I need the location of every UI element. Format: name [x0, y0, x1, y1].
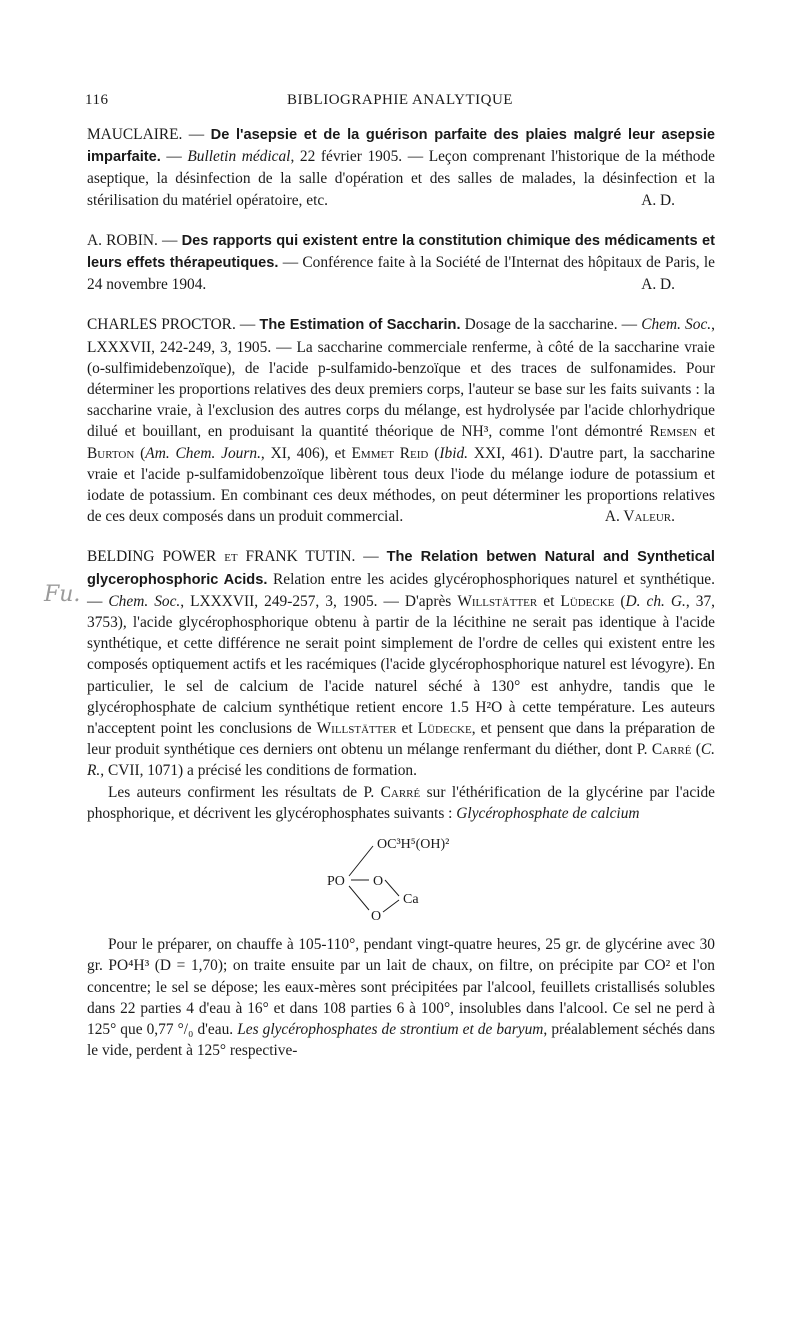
formula-phosphoryl: PO [327, 874, 345, 890]
entry-signature: A. D. [641, 191, 675, 209]
entry-signature: A. Valeur. [604, 508, 675, 526]
compound-name: Glycérophosphate de calcium [456, 804, 640, 822]
cited-author: Lüdecke [417, 720, 472, 738]
formula-oxygen: O [371, 909, 382, 925]
entry-paragraph: Pour le préparer, on chauffe à 105-110°, pendant vingt-quatre heures, 25 gr. de glycérine avec 30 gr. PO⁴H³ (D = 1,70); on traite ensuite par un lait de chaux, on filtre, on précipite par CO² et l'on concentre; le sel se dépose; les eaux-mères sont précipitées par l'alcool, feuillets cristallisés solubles dans 22 parties 4 d'eau à 16° et dans 108 parties 6 à 100°, insolubles dans l'alcool. Ce sel ne perd à 125° que 0,77 °/₀ d'eau. Les glycérophosphates de strontium et de baryum, préalablement séchés dans le vide, perdent à 125° respective- [87, 936, 715, 1060]
journal-name: Bulletin médical [187, 148, 291, 166]
entry-author: A. ROBIN. [87, 231, 158, 249]
entry-signature: A. D. [641, 276, 675, 294]
cited-author: Carré [380, 783, 421, 801]
margin-annotation: Fu. [44, 582, 81, 607]
cited-author: Remsen [649, 423, 698, 441]
entry-title: The Relation betwen Natural and Synthetical glycerophosphoric Acids. [87, 549, 715, 588]
entry-title: The Estimation of Saccharin. [259, 317, 461, 334]
journal-name: C. R. [87, 741, 715, 780]
journal-name: Chem. Soc. [108, 592, 181, 610]
entry-paragraph: Les auteurs confirment les résultats de P. Carré sur l'éthérification de la glycérine par l'acide phosphorique, et décrivent les glycérophosphates suivants : Glycérophosphate de calcium [87, 783, 716, 822]
journal-name: D. ch. G. [625, 592, 686, 610]
bibliography-entry [87, 124, 715, 211]
formula-bond [349, 886, 369, 910]
bibliography-entry [87, 546, 715, 1061]
bibliography-entry [87, 314, 715, 527]
entry-paragraph: A. ROBIN. — Des rapports qui existent entre la constitution chimique des médicaments et leurs effets thérapeutiques. — Conférence faite à la Société de l'Internat des hôpitaux de Paris, le 24 novembre 1904. A. D. [87, 230, 715, 296]
cited-author: Willstätter [316, 720, 397, 738]
page-header [85, 92, 715, 114]
page-number: 116 [85, 92, 109, 108]
journal-name: Chem. Soc. [641, 316, 712, 334]
formula-bond [349, 846, 373, 876]
cited-author: Carré [651, 741, 692, 759]
running-title: BIBLIOGRAPHIE ANALYTIQUE [287, 92, 513, 108]
cited-author: Burton [87, 444, 135, 462]
formula-diagram [87, 828, 715, 928]
cited-author: Emmet Reid [351, 444, 429, 462]
journal-name: Ibid. [439, 444, 469, 462]
chemical-formula [87, 828, 715, 928]
cited-author: Willstätter [457, 592, 538, 610]
entry-author: CHARLES PROCTOR. [87, 316, 236, 334]
entry-paragraph: BELDING POWER et FRANK TUTIN. — The Relation betwen Natural and Synthetical glycerophosphoric Acids. Relation entre les acides glycérophosphoriques naturel et synthétique. — Chem. Soc., LXXXVII, 249-257, 3, 1905. — D'après Willstätter et Lüdecke (D. ch. G., 37, 3753), l'acide glycérophosphorique obtenu à partir de la lécithine ne serait pas identique à l'acide synthétique, et cette différence ne serait point simplement de l'ordre de celles qui existent entre les composés optiquement actifs et les racémiques (l'acide glycérophosphorique naturel est lévogyre). En particulier, le sel de calcium de l'acide naturel séché à 130° est anhydre, tandis que le glycérophosphate de calcium synthétique retient encore 1.5 H²O à cette température. Les auteurs n'acceptent point les conclusions de Willstätter et Lüdecke, et pensent que dans la préparation de leur produit synthétique ces derniers ont obtenu un mélange renfermant du diéther, dont P. Carré (C. R., CVII, 1071) a précisé les conditions de formation. [87, 548, 715, 780]
formula-top-group: OC³H⁵(OH)² [377, 837, 450, 853]
entry-title: Des rapports qui existent entre la constitution chimique des médicaments et leurs effets thérapeutiques. [87, 232, 715, 272]
formula-oxygen: O [373, 874, 384, 890]
journal-name: Am. Chem. Journ. [145, 444, 261, 462]
text-column [87, 124, 715, 1080]
formula-bond [383, 900, 399, 912]
entry-author: MAUCLAIRE. [87, 126, 183, 143]
entry-title: De l'asepsie et de la guérison parfaite des plaies malgré leur asepsie imparfaite. [87, 127, 715, 166]
entry-author: BELDING POWER et FRANK TUTIN. [87, 548, 356, 566]
compound-name: Les glycérophosphates de strontium et de baryum [237, 1020, 544, 1038]
formula-bond [385, 880, 399, 896]
bibliography-entry [87, 230, 715, 296]
entry-paragraph: CHARLES PROCTOR. — The Estimation of Saccharin. Dosage de la saccharine. — Chem. Soc., LXXXVII, 242-249, 3, 1905. — La saccharine commerciale renferme, à côté de la saccharine vraie (o-sulfimidebenzoïque), de l'acide p-sulfamido-benzoïque et des traces de sulfonamides. Pour déterminer les proportions relatives des deux premiers corps, l'auteur se base sur les faits suivants : la saccharine vraie, à l'exclusion des autres corps du mélange, est hydrolysée par l'acide chlorhydrique dilué et bouillant, en produisant la quantité théorique de NH³, comme l'ont démontré Remsen et Burton (Am. Chem. Journ., XI, 406), et Emmet Reid (Ibid. XXI, 461). D'autre part, la saccharine vraie et l'acide p-sulfamidobenzoïque libèrent tous deux l'iode du mélange iodure de potassium et iodate de potassium. En combinant ces deux méthodes, on peut déterminer les proportions relatives de ces deux composés dans un produit commercial. A. Valeur. [87, 314, 715, 527]
formula-metal: Ca [403, 892, 419, 908]
entry-paragraph: MAUCLAIRE. — De l'asepsie et de la guérison parfaite des plaies malgré leur asepsie imparfaite. — Bulletin médical, 22 février 1905. — Leçon comprenant l'historique de la méthode aseptique, la désinfection de la salle d'opération et des salles de malades, la désinfection et la stérilisation du matériel opératoire, etc. A. D. [87, 124, 715, 211]
cited-author: Lüdecke [560, 592, 615, 610]
